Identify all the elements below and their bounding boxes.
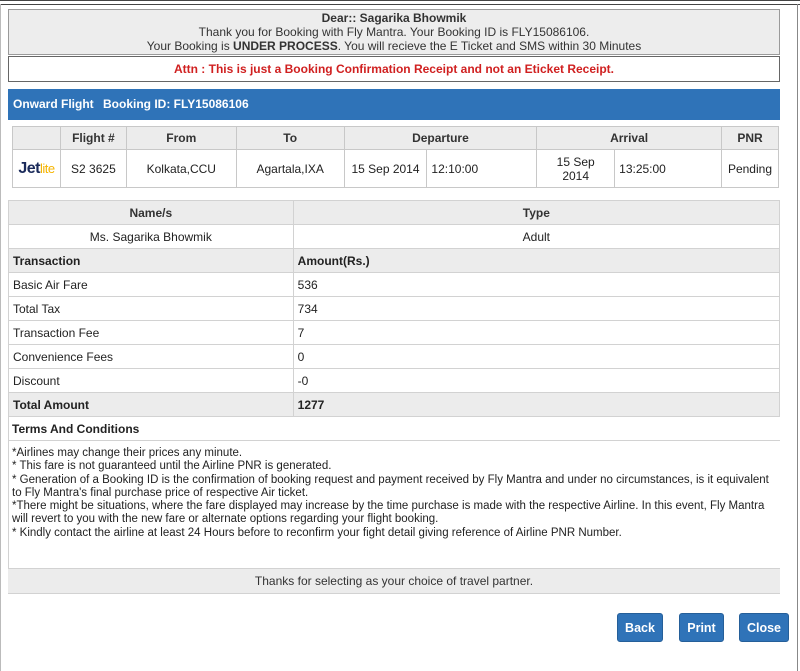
attention-notice: Attn : This is just a Booking Confirmation Receipt and not an Eticket Receipt.: [8, 56, 780, 82]
fare-amount: 734: [293, 297, 779, 321]
from-city: Kolkata,CCU: [126, 150, 236, 188]
terms-item: * Generation of a Booking ID is the confirmation of booking request and payment received by Fly Mantra and under no circumstances, is it equivalent to Fly Mantra's final purchase price of respective Air ticket.: [12, 473, 769, 499]
window-right-border: [797, 4, 798, 671]
fare-row: [9, 321, 780, 345]
terms-list: [12, 447, 774, 540]
transaction-header-row: [9, 249, 780, 273]
passenger-name: Ms. Sagarika Bhowmik: [9, 225, 294, 249]
col-header: Departure: [344, 127, 537, 150]
airline-header: [13, 127, 61, 150]
jetlite-logo-icon: Jetlite: [18, 159, 55, 177]
fare-label: Convenience Fees: [9, 345, 294, 369]
close-button[interactable]: Close: [739, 613, 789, 642]
print-button[interactable]: Print: [679, 613, 724, 642]
col-header: Transaction: [9, 249, 294, 273]
col-header: To: [236, 127, 344, 150]
col-header: Type: [293, 201, 779, 225]
window-left-border: [0, 4, 1, 671]
passenger-type: Adult: [293, 225, 779, 249]
col-header: Name/s: [9, 201, 294, 225]
departure-time: 12:10:00: [427, 150, 537, 188]
terms-item: * This fare is not guaranteed until the Airline PNR is generated.: [12, 460, 332, 473]
fare-label: Basic Air Fare: [9, 273, 294, 297]
fare-label: Total Tax: [9, 297, 294, 321]
booking-header: [8, 9, 780, 55]
terms-item: *There might be situations, where the fare displayed may increase by the time purchase is made with the respective Airline. In this event, Fly Mantra will revert to you with the new fare or alternate options regarding your flight booking.: [12, 500, 765, 526]
fare-row: [9, 369, 780, 393]
fare-label: Transaction Fee: [9, 321, 294, 345]
back-button[interactable]: Back: [617, 613, 663, 642]
fare-amount: 7: [293, 321, 779, 345]
airline-logo-cell: [13, 150, 61, 188]
departure-date: 15 Sep 2014: [344, 150, 427, 188]
to-city: Agartala,IXA: [236, 150, 344, 188]
fare-amount: -0: [293, 369, 779, 393]
onward-flight-bar: [8, 89, 780, 120]
total-row: [9, 393, 780, 417]
window-top-border-inner: [0, 4, 800, 5]
flight-number: S2 3625: [60, 150, 126, 188]
col-header: Arrival: [537, 127, 722, 150]
fare-row: [9, 273, 780, 297]
thanks-footer: Thanks for selecting as your choice of travel partner.: [8, 568, 780, 594]
total-label: Total Amount: [9, 393, 294, 417]
col-header: Flight #: [60, 127, 126, 150]
booking-id-label: Booking ID: FLY15086106: [103, 97, 249, 111]
fare-amount: 536: [293, 273, 779, 297]
total-amount: 1277: [293, 393, 779, 417]
pnr-status: Pending: [721, 150, 778, 188]
fare-label: Discount: [9, 369, 294, 393]
col-header: PNR: [721, 127, 778, 150]
onward-flight-label: Onward Flight: [13, 97, 94, 111]
greeting: Dear:: Sagarika Bhowmik: [321, 11, 467, 25]
arrival-date: 15 Sep 2014: [537, 150, 615, 188]
passenger-row: [9, 225, 780, 249]
col-header: From: [126, 127, 236, 150]
fare-table: [8, 200, 780, 417]
terms-item: * Kindly contact the airline at least 24 Hours before to reconfirm your fight detail giving reference of Airline PNR Number.: [12, 526, 622, 539]
col-header: Amount(Rs.): [293, 249, 779, 273]
fare-amount: 0: [293, 345, 779, 369]
flight-table-header: [13, 127, 779, 150]
terms-item: *Airlines may change their prices any minute.: [12, 447, 243, 459]
arrival-time: 13:25:00: [615, 150, 722, 188]
thanks-message: Thank you for Booking with Fly Mantra. Your Booking ID is FLY15086106.: [198, 25, 590, 39]
window-top-border: [0, 0, 800, 1]
booking-status-line: Your Booking is UNDER PROCESS. You will recieve the E Ticket and SMS within 30 Minutes: [146, 39, 642, 53]
terms-title: Terms And Conditions: [8, 420, 780, 441]
flight-row: [13, 150, 779, 188]
flight-details-table: [12, 126, 779, 188]
booking-status: UNDER PROCESS: [233, 39, 338, 53]
passenger-header-row: [9, 201, 780, 225]
fare-row: [9, 297, 780, 321]
fare-row: [9, 345, 780, 369]
